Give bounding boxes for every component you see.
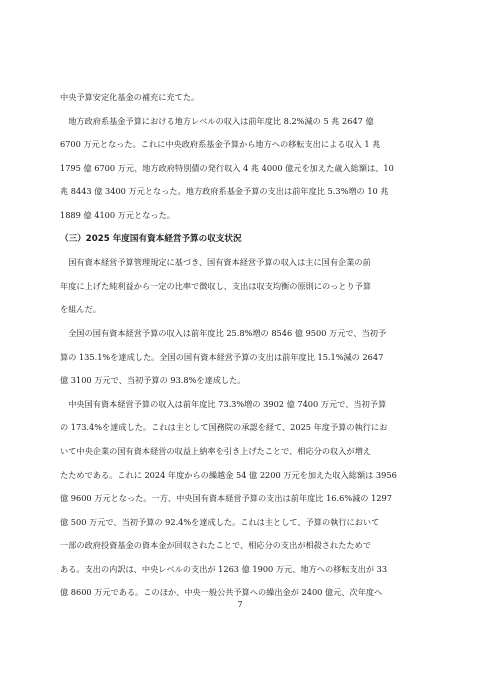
- text-line: の 173.4%を達成した。これは主として国務院の承認を経て、2025 年度予算の執行にお: [60, 422, 388, 433]
- text-line: 億 8600 万元である。このほか、中央一般公共予算への繰出金が 2400 億元、次年度へ: [60, 587, 383, 598]
- section-heading: （三）2025 年度国有資本経営予算の収支状況: [60, 233, 242, 244]
- text-line: を組んだ。: [60, 304, 101, 315]
- text-line: 中央国有資本経営予算の収入は前年度比 73.3%増の 3902 億 7400 万元で、当初予算: [60, 398, 387, 409]
- text-line: 1889 億 4100 万元となった。: [60, 209, 175, 220]
- text-line: いて中央企業の国有資本経営の収益上納率を引き上げたことで、相応分の収入が増え: [60, 445, 371, 456]
- text-line: 地方政府系基金予算における地方レベルの収入は前年度比 8.2%減の 5 兆 2647 億: [60, 115, 374, 126]
- text-line: 中央予算安定化基金の補充に充てた。: [60, 92, 200, 102]
- text-line: 全国の国有資本経営予算の収入は前年度比 25.8%増の 8546 億 9500 万元で、当初予: [60, 327, 387, 338]
- text-line: 1795 億 6700 万元、地方政府特別債の発行収入 4 兆 4000 億元を加えた歳入総額は、10: [60, 162, 394, 173]
- text-line: 年度に上げた純利益から一定の比率で徴収し、支出は収支均衡の原則にのっとり予算: [60, 280, 372, 291]
- text-line: ある。支出の内訳は、中央レベルの支出が 1263 億 1900 万元、地方への移転支出が 33: [60, 563, 388, 574]
- page-number: 7: [237, 600, 243, 609]
- body-text: [60, 86, 424, 605]
- text-line: 億 500 万元で、当初予算の 92.4%を達成した。これは主として、予算の執行において: [60, 516, 380, 527]
- text-line: 一部の政府投資基金の資本金が回収されたことで、相応分の支出が相殺されたためで: [60, 540, 371, 551]
- text-line: 国有資本経営予算管理規定に基づき、国有資本経営予算の収入は主に国有企業の前: [60, 257, 371, 268]
- text-line: 兆 8443 億 3400 万元となった。地方政府系基金予算の支出は前年度比 5.3%増の 10 兆: [60, 186, 389, 197]
- text-line: 億 3100 万元で、当初予算の 93.8%を達成した。: [60, 375, 246, 386]
- text-line: 算の 135.1%を達成した。全国の国有資本経営予算の支出は前年度比 15.1%減の 2647: [60, 351, 384, 362]
- text-line: たためである。これに 2024 年度からの繰越金 54 億 2200 万元を加えた収入総額は 3956: [60, 469, 397, 480]
- text-line: 6700 万元となった。これに中央政府系基金予算から地方への移転支出による収入 1 兆: [60, 139, 381, 150]
- text-line: 億 9600 万元となった。一方、中央国有資本経営予算の支出は前年度比 16.6%減の 1297: [60, 493, 392, 504]
